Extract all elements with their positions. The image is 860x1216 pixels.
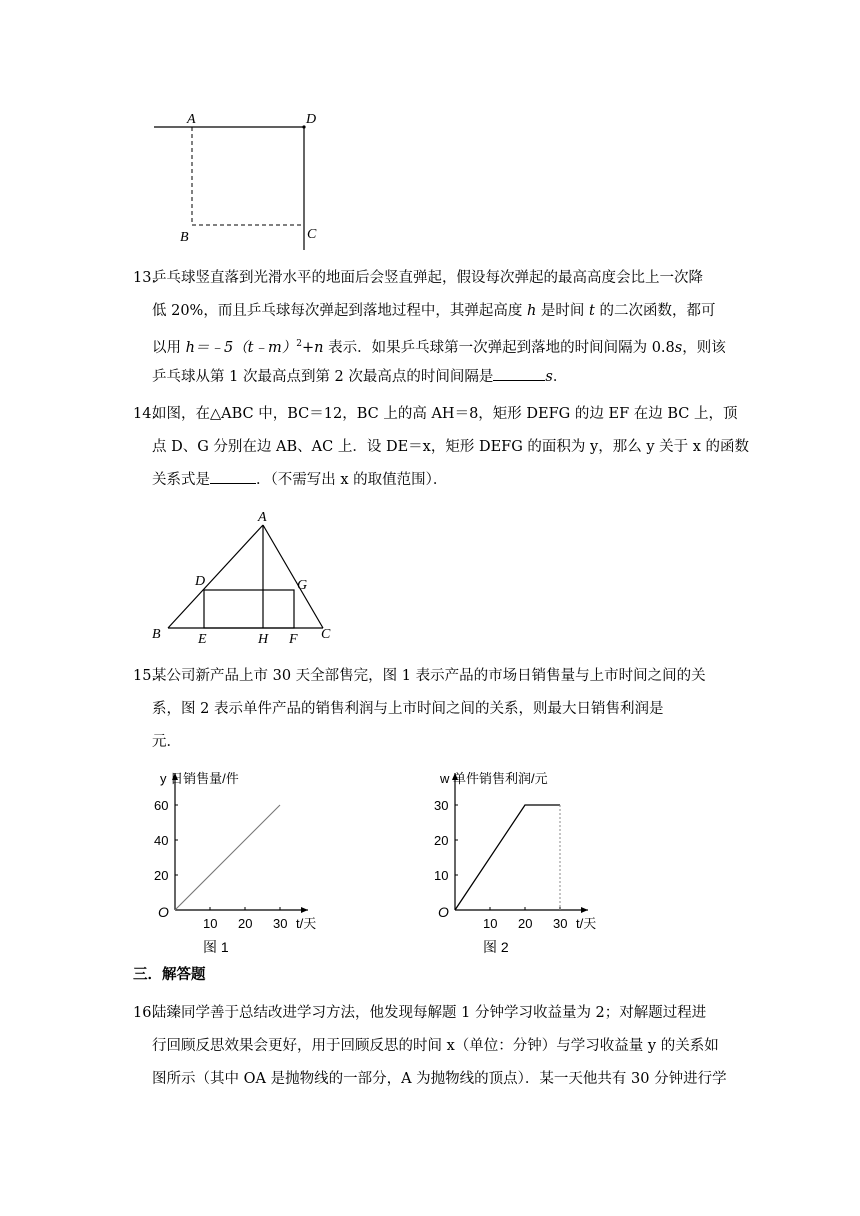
text: 表示．如果乒乓球第一次弹起到落地的时间间隔为 0.8: [323, 339, 675, 356]
square-figure: [140, 105, 340, 255]
formula: h＝﹣5（t﹣m）: [185, 339, 297, 356]
x-axis-arrow: [581, 907, 588, 913]
question-number: 16.: [133, 1005, 157, 1021]
text: 某公司新产品上市 30 天全部售完，图 1 表示产品的市场日销售量与上市时间之间的关: [152, 668, 706, 684]
y-axis-label: w 单件销售利润/元: [440, 771, 548, 786]
exponent: 2: [296, 339, 302, 349]
text: 以用: [152, 339, 186, 356]
text: 是时间: [536, 303, 590, 319]
text: 乒乓球从第 1 次最高点到第 2 次最高点的时间间隔是: [152, 369, 494, 385]
chart-unit-profit: [420, 765, 630, 955]
y-tick-label: 60: [154, 798, 169, 813]
text: 低 20%，而且乒乓球每次弹起到落地过程中，其弹起高度: [152, 303, 527, 319]
text: 如图，在△ABC 中，BC＝12，BC 上的高 AH＝8，矩形 DEFG 的边 EF 在边 BC 上，顶: [152, 406, 738, 422]
label-G: G: [297, 578, 308, 593]
y-tick-label: 40: [154, 833, 169, 848]
y-tick-label: 30: [434, 798, 449, 813]
text: 图所示（其中 OA 是抛物线的一部分，A 为抛物线的顶点）．某一天他共有 30 分钟进行学: [152, 1071, 727, 1087]
x-tick-label: 30: [553, 916, 568, 931]
origin-label: O: [438, 904, 449, 920]
label-C: C: [307, 227, 317, 242]
var-t: t: [589, 303, 595, 319]
y-tick-label: 10: [434, 868, 449, 883]
answer-blank[interactable]: [493, 366, 545, 381]
figure-caption: 图 2: [483, 939, 509, 955]
unit-s: s: [545, 369, 553, 385]
question-14: [133, 398, 750, 497]
label-A: A: [258, 510, 267, 525]
text: ．（不需写出 x 的取值范围）．: [256, 472, 448, 488]
x-tick-label: 30: [273, 916, 288, 931]
text: ，则该: [682, 339, 726, 356]
label-B: B: [152, 627, 161, 642]
series-line: [455, 805, 560, 910]
question-16: [133, 997, 733, 1096]
x-tick-label: 20: [238, 916, 253, 931]
text: 的二次函数，都可: [594, 303, 716, 319]
x-axis-label: t/天: [296, 916, 317, 931]
text: 陆臻同学善于总结改进学习方法，他发现每解题 1 分钟学习收益量为 2；对解题过程进: [152, 1005, 707, 1021]
y-axis-label: y 日销售量/件: [160, 771, 239, 786]
x-tick-label: 10: [483, 916, 498, 931]
question-number: 13.: [133, 270, 157, 286]
text: 点 D、G 分别在边 AB、AC 上．设 DE＝x，矩形 DEFG 的面积为 y，那么 y 关于 x 的函数: [152, 439, 750, 455]
text: 行回顾反思效果会更好，用于回顾反思的时间 x（单位：分钟）与学习收益量 y 的关系如: [152, 1038, 719, 1054]
question-15: [133, 660, 733, 759]
text: 系，图 2 表示单件产品的销售利润与上市时间之间的关系，则最大日销售利润是: [152, 701, 664, 717]
question-number: 14.: [133, 406, 157, 422]
question-number: 15.: [133, 668, 157, 684]
x-axis-arrow: [301, 907, 308, 913]
unit-s: s: [674, 339, 683, 356]
label-B: B: [180, 230, 189, 245]
text: 乒乓球竖直落到光滑水平的地面后会竖直弹起，假设每次弹起的最高高度会比上一次降: [152, 270, 703, 286]
triangle-figure: [140, 505, 350, 650]
text: ．: [552, 369, 568, 385]
y-tick-label: 20: [154, 868, 169, 883]
label-D: D: [306, 112, 317, 127]
label-D: D: [195, 574, 206, 589]
label-H: H: [258, 632, 269, 647]
x-tick-label: 20: [518, 916, 533, 931]
x-tick-label: 10: [203, 916, 218, 931]
label-A: A: [187, 112, 196, 127]
text: 关系式是: [152, 472, 210, 488]
label-F: F: [289, 632, 298, 647]
text: 元．: [152, 734, 181, 750]
label-C: C: [321, 627, 331, 642]
figure-caption: 图 1: [203, 939, 229, 955]
x-axis-label: t/天: [576, 916, 597, 931]
var-h: h: [526, 303, 537, 319]
question-13: [133, 262, 733, 394]
section-title: 三．解答题: [133, 967, 206, 983]
y-tick-label: 20: [434, 833, 449, 848]
series-line: [175, 805, 280, 910]
label-E: E: [198, 632, 207, 647]
chart-daily-sales: [140, 765, 350, 955]
origin-label: O: [158, 904, 169, 920]
formula-n: +n: [301, 339, 324, 356]
answer-blank[interactable]: [210, 469, 256, 484]
